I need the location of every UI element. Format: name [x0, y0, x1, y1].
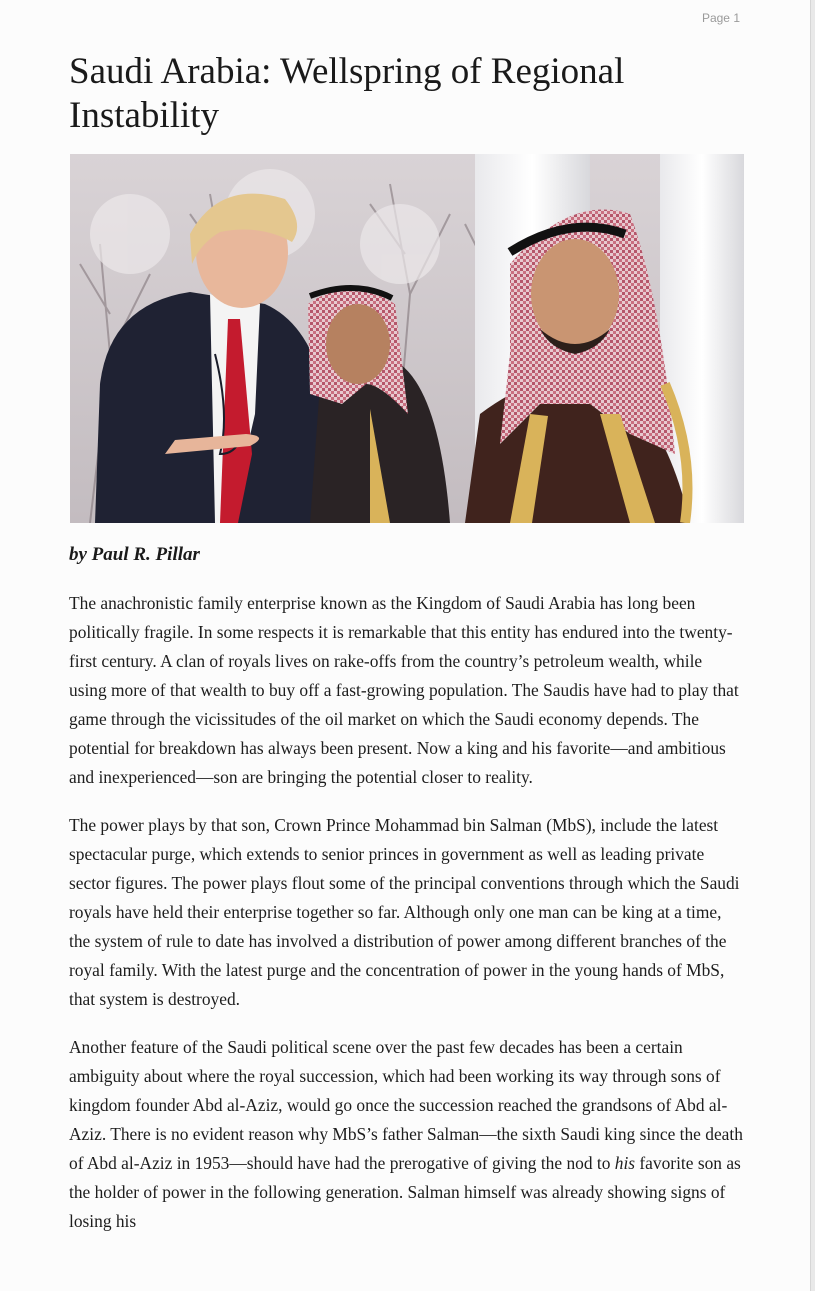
paragraph-text: favorite son as the holder of power in the following generation. Salman himself was already showing signs of losing his [69, 1153, 741, 1231]
article-paragraph [69, 1033, 744, 1236]
article-body [69, 589, 744, 1255]
page-number-label: Page 1 [701, 11, 740, 25]
article-paragraph: The anachronistic family enterprise known as the Kingdom of Saudi Arabia has long been politically fragile. In some respects it is remarkable that this entity has endured into the twenty-first century. A clan of royals lives on rake-offs from the country’s petroleum wealth, while using more of that wealth to buy off a fast-growing population. The Saudis have had to play that game through the vicissitudes of the oil market on which the Saudi economy depends. The potential for breakdown has always been present. Now a king and his favorite—and ambitious and inexperienced—son are bringing the potential closer to reality. [69, 593, 739, 787]
emphasized-word: his [614, 1153, 636, 1173]
paragraph-text: Another feature of the Saudi political scene over the past few decades has been a certain ambiguity about where the royal succession, which had been working its way through sons of kingdom founder Abd al-Aziz, would go once the succession reached the grandsons of Abd al-Aziz. There is no evident reason why MbS’s father Salman—the sixth Saudi king since the death of Abd al-Aziz in 1953—should have had the prerogative of giving the nod to [69, 1037, 743, 1173]
author-byline: by Paul R. Pillar [69, 544, 200, 565]
article-paragraph: The power plays by that son, Crown Prince Mohammad bin Salman (MbS), include the latest spectacular purge, which extends to senior princes in government as well as leading private sector figures. The power plays flout some of the principal conventions through which the Saudi royals have held their enterprise together so far. Although only one man can be king at a time, the system of rule to date has involved a distribution of power among different branches of the royal family. With the latest purge and the concentration of power in the young hands of MbS, that system is destroyed. [69, 815, 740, 1009]
article-photo [70, 154, 744, 523]
article-title: Saudi Arabia: Wellspring of Regional Instability [69, 51, 625, 136]
